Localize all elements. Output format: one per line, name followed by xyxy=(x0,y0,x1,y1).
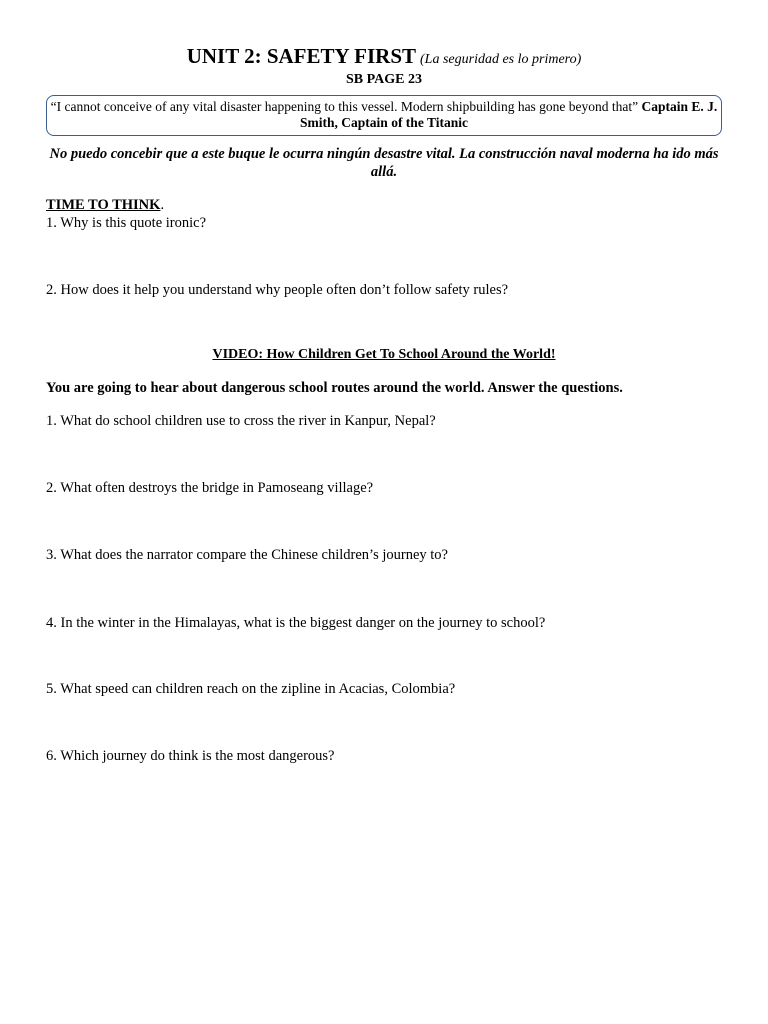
video-question-3: 3. What does the narrator compare the Chinese children’s journey to? xyxy=(46,547,448,563)
time-to-think-heading xyxy=(46,196,722,214)
worksheet-page xyxy=(46,44,722,765)
quote-author: Captain E. J. Smith, Captain of the Titanic xyxy=(300,99,718,130)
time-to-think-suffix: . xyxy=(160,197,165,213)
video-question-2: 2. What often destroys the bridge in Pamoseang village? xyxy=(46,480,374,496)
think-question-1: 1. Why is this quote ironic? xyxy=(46,215,207,231)
unit-title: UNIT 2: SAFETY FIRST xyxy=(186,44,417,68)
video-question-5: 5. What speed can children reach on the zipline in Acacias, Colombia? xyxy=(46,681,456,697)
video-question-6: 6. Which journey do think is the most dangerous? xyxy=(46,748,335,764)
video-question-1: 1. What do school children use to cross the river in Kanpur, Nepal? xyxy=(46,413,436,429)
video-question-4: 4. In the winter in the Himalayas, what is the biggest danger on the journey to school? xyxy=(46,615,546,631)
page-title xyxy=(46,44,722,72)
video-title: VIDEO: How Children Get To School Around the World! xyxy=(212,347,556,362)
quote-text: “I cannot conceive of any vital disaster happening to this vessel. Modern shipbuilding has gone beyond that” xyxy=(50,99,639,114)
unit-subtitle: (La seguridad es lo primero) xyxy=(420,52,582,67)
think-question-2: 2. How does it help you understand why people often don’t follow safety rules? xyxy=(46,282,509,298)
quote-translation: No puedo concebir que a este buque le ocurra ningún desastre vital. La construcción naval moderna ha ido más allá. xyxy=(49,146,719,180)
time-to-think-label: TIME TO THINK xyxy=(46,197,161,213)
sb-page-reference: SB PAGE 23 xyxy=(346,72,422,87)
quote-box xyxy=(46,95,722,136)
video-instruction: You are going to hear about dangerous school routes around the world. Answer the questions. xyxy=(46,380,623,396)
